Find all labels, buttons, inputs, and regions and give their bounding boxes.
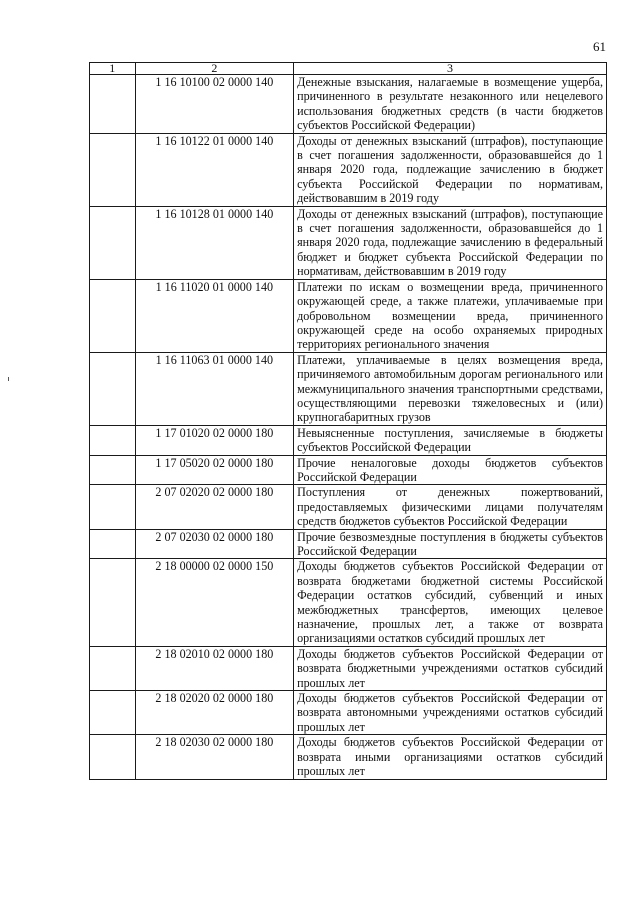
table-header-row — [90, 63, 607, 75]
header-col-3: 3 — [294, 63, 607, 75]
classification-code-cell: 1 16 10100 02 0000 140 — [135, 75, 294, 134]
revenue-description-cell: Доходы бюджетов субъектов Российской Федерации от возврата автономными учреждениями остатков субсидий прошлых лет — [294, 691, 607, 735]
row-index-cell — [90, 559, 136, 646]
classification-code-cell: 2 18 02010 02 0000 180 — [135, 646, 294, 690]
row-index-cell — [90, 279, 136, 352]
table-row — [90, 559, 607, 646]
table-row — [90, 455, 607, 485]
classification-code-cell: 2 07 02020 02 0000 180 — [135, 485, 294, 529]
row-index-cell — [90, 735, 136, 779]
row-index-cell — [90, 206, 136, 279]
revenue-description-cell: Платежи, уплачиваемые в целях возмещения вреда, причиняемого автомобильным дорогам регионального или межмуниципального значения транспортными средствами, осуществляющими перевозки тяжеловесных и (или) крупногабаритных грузов — [294, 352, 607, 425]
classification-code-cell: 2 18 02030 02 0000 180 — [135, 735, 294, 779]
row-index-cell — [90, 75, 136, 134]
classification-code-cell: 1 16 11063 01 0000 140 — [135, 352, 294, 425]
row-index-cell — [90, 133, 136, 206]
table-row — [90, 691, 607, 735]
table-row — [90, 352, 607, 425]
header-col-2: 2 — [135, 63, 294, 75]
classification-code-cell: 1 16 10122 01 0000 140 — [135, 133, 294, 206]
table-row — [90, 133, 607, 206]
revenue-description-cell: Доходы от денежных взысканий (штрафов), поступающие в счет погашения задолженности, образовавшейся до 1 января 2020 года, подлежащие зачислению в бюджет субъекта Российской Федерации по нормативам, действовавшим в 2019 году — [294, 133, 607, 206]
table-row — [90, 206, 607, 279]
revenue-description-cell: Денежные взыскания, налагаемые в возмещение ущерба, причиненного в результате незаконного или нецелевого использования бюджетных средств (в части бюджетов субъектов Российской Федерации) — [294, 75, 607, 134]
revenue-description-cell: Прочие безвозмездные поступления в бюджеты субъектов Российской Федерации — [294, 529, 607, 559]
row-index-cell — [90, 425, 136, 455]
row-index-cell — [90, 529, 136, 559]
table-row — [90, 425, 607, 455]
revenue-description-cell: Доходы бюджетов субъектов Российской Федерации от возврата бюджетными учреждениями остатков субсидий прошлых лет — [294, 646, 607, 690]
row-index-cell — [90, 691, 136, 735]
table-row — [90, 529, 607, 559]
header-col-1: 1 — [90, 63, 136, 75]
table-row — [90, 735, 607, 779]
row-index-cell — [90, 646, 136, 690]
table-row — [90, 646, 607, 690]
revenue-description-cell: Невыясненные поступления, зачисляемые в бюджеты субъектов Российской Федерации — [294, 425, 607, 455]
classification-code-cell: 1 17 05020 02 0000 180 — [135, 455, 294, 485]
row-index-cell — [90, 485, 136, 529]
classification-code-cell: 2 18 02020 02 0000 180 — [135, 691, 294, 735]
classification-code-cell: 1 17 01020 02 0000 180 — [135, 425, 294, 455]
row-index-cell — [90, 455, 136, 485]
classification-code-cell: 1 16 10128 01 0000 140 — [135, 206, 294, 279]
table-body — [90, 75, 607, 780]
margin-mark — [8, 377, 9, 381]
revenue-description-cell: Прочие неналоговые доходы бюджетов субъектов Российской Федерации — [294, 455, 607, 485]
revenue-codes-table — [89, 62, 607, 780]
revenue-description-cell: Доходы от денежных взысканий (штрафов), поступающие в счет погашения задолженности, образовавшейся до 1 января 2020 года, подлежащие зачислению в федеральный бюджет и бюджет субъекта Российской Федерации по нормативам, действовавшим в 2019 году — [294, 206, 607, 279]
revenue-description-cell: Доходы бюджетов субъектов Российской Федерации от возврата иными организациями остатков субсидий прошлых лет — [294, 735, 607, 779]
revenue-description-cell: Поступления от денежных пожертвований, предоставляемых физическими лицами получателям средств бюджетов субъектов Российской Федерации — [294, 485, 607, 529]
table-row — [90, 279, 607, 352]
revenue-description-cell: Платежи по искам о возмещении вреда, причиненного окружающей среде, а также платежи, уплачиваемые при добровольном возмещении вреда, причиненного окружающей среде на особо охраняемых природных территориях регионального значения — [294, 279, 607, 352]
table-row — [90, 75, 607, 134]
revenue-description-cell: Доходы бюджетов субъектов Российской Федерации от возврата бюджетами бюджетной системы Российской Федерации остатков субсидий, субвенций и иных межбюджетных трансфертов, имеющих целевое назначение, прошлых лет, а также от возврата организациями остатков субсидий прошлых лет — [294, 559, 607, 646]
row-index-cell — [90, 352, 136, 425]
table-row — [90, 485, 607, 529]
classification-code-cell: 2 18 00000 02 0000 150 — [135, 559, 294, 646]
classification-code-cell: 2 07 02030 02 0000 180 — [135, 529, 294, 559]
page-number: 61 — [593, 39, 606, 54]
classification-code-cell: 1 16 11020 01 0000 140 — [135, 279, 294, 352]
